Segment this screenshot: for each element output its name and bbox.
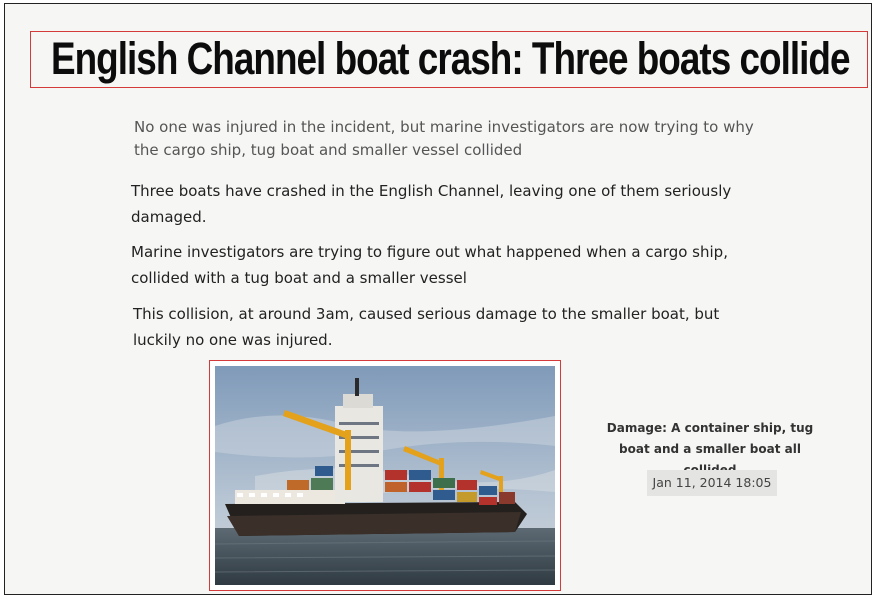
- article-paragraph: This collision, at around 3am, caused serious damage to the smaller boat, but luckily no one was injured.: [133, 305, 720, 349]
- headline-box: [30, 31, 868, 88]
- timestamp-badge: Jan 11, 2014 18:05: [647, 470, 777, 496]
- article-paragraph: Marine investigators are trying to figure out what happened when a cargo ship, collided with a tug boat and a smaller vessel: [131, 243, 728, 287]
- article-paragraph: Three boats have crashed in the English Channel, leaving one of them seriously damaged.: [131, 182, 732, 226]
- container-ship-photo: [215, 366, 555, 585]
- page-frame: [4, 3, 872, 595]
- photo-frame: [209, 360, 561, 591]
- article-headline: English Channel boat crash: Three boats collide: [51, 33, 850, 84]
- photo-caption: Damage: A container ship, tug boat and a smaller boat all: [606, 421, 814, 456]
- article-standfirst: No one was injured in the incident, but marine investigators are now trying to why the cargo ship, tug boat and smaller vessel collided: [134, 118, 754, 159]
